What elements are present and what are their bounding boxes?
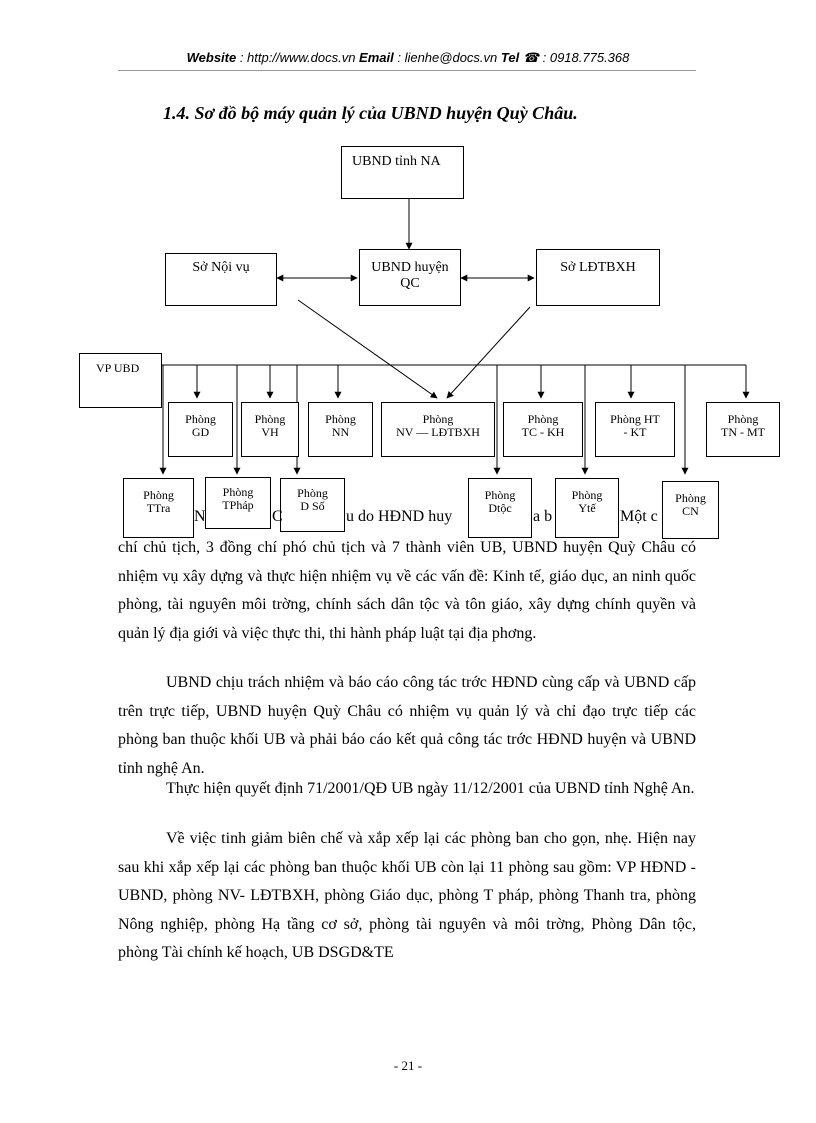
tel-label: Tel bbox=[500, 50, 520, 65]
box-phong-nv-ldtbxh bbox=[381, 402, 495, 457]
box-label-line1: Phòng bbox=[325, 412, 356, 426]
box-label-line2: CN bbox=[682, 504, 699, 518]
box-so-ldtbxh bbox=[536, 249, 660, 306]
box-phong-yte bbox=[555, 478, 619, 538]
box-so-ldtbxh-label: Sở LĐTBXH bbox=[560, 260, 636, 275]
obscured-fragment: a b bbox=[533, 508, 553, 525]
box-label-line1: Phòng bbox=[422, 412, 454, 426]
box-label-line1: Phòng bbox=[297, 486, 328, 500]
box-so-noi-vu-label: Sở Nội vụ bbox=[192, 260, 250, 275]
box-phong-tc-kh bbox=[503, 402, 583, 457]
box-phong-dtoc bbox=[468, 478, 532, 538]
website-label: Website bbox=[186, 50, 237, 65]
box-ubnd-tinh-label: UBND tỉnh NA bbox=[352, 154, 441, 169]
box-label-line2: NN bbox=[331, 425, 350, 439]
box-phong-d-so bbox=[280, 478, 345, 532]
box-label-line1: Phòng HT bbox=[610, 412, 660, 426]
box-label-line1: Phòng bbox=[527, 412, 559, 426]
obscured-fragment: Một c bbox=[620, 508, 658, 525]
box-label-line1: Phòng bbox=[185, 412, 216, 426]
box-ubnd-huyen-line1: UBND huyện bbox=[371, 260, 449, 275]
box-phong-ht-kt bbox=[595, 402, 675, 457]
obscured-fragment: u do HĐND huy bbox=[346, 508, 453, 525]
box-label-line1: Phòng bbox=[143, 488, 174, 502]
box-ubnd-huyen bbox=[359, 249, 461, 306]
box-label-line1: Phòng bbox=[222, 485, 254, 499]
box-vp-ubd-label: VP UBD bbox=[96, 361, 140, 375]
box-label-line2: D Số bbox=[300, 499, 325, 513]
email-value: : lienhe@docs.vn bbox=[393, 50, 501, 65]
section-title: 1.4. Sơ đồ bộ máy quản lý của UBND huyện Quỳ Châu. bbox=[163, 103, 578, 123]
box-ubnd-huyen-line2: QC bbox=[400, 276, 420, 291]
paragraph-2: UBND chịu trách nhiệm và báo cáo công tác trớc HĐND cùng cấp và UBND cấp trên trực tiếp, UBND huyện Quỳ Châu có nhiệm vụ quản lý và chỉ đạo trực tiếp các phòng ban thuộc khối UB và phải báo cáo kết quả công tác trớc HĐND huyện và UBND tỉnh nghệ An. bbox=[118, 674, 696, 777]
box-phong-tphap bbox=[205, 477, 271, 529]
paragraph-1: chí chủ tịch, 3 đồng chí phó chủ tịch và 7 thành viên UB, UBND huyện Quỳ Châu có nhiệm vụ xây dựng và thực hiện nhiệm vụ về các vấn đề: Kinh tế, giáo dục, an ninh quốc phòng, tài nguyên môi trờng, chính sách dân tộc và tôn giáo, xây dựng chính quyền và quản lý địa giới và việc thực thi, thi hành pháp luật tại địa phơng. bbox=[118, 539, 696, 642]
box-label-line2: TPháp bbox=[222, 498, 254, 512]
box-label-line2: NV — LĐTBXH bbox=[396, 425, 480, 439]
page-number: - 21 - bbox=[393, 1058, 423, 1073]
box-phong-gd bbox=[168, 402, 233, 457]
tel-value: ☎ : 0918.775.368 bbox=[519, 50, 630, 65]
website-value: : http://www.docs.vn bbox=[236, 50, 360, 65]
box-label-line1: Phòng bbox=[675, 491, 706, 505]
box-ubnd-tinh bbox=[341, 146, 464, 199]
box-vp-ubd bbox=[79, 353, 162, 408]
obscured-fragment: C bbox=[272, 508, 283, 525]
box-label-line2: TN - MT bbox=[721, 425, 765, 439]
box-so-noi-vu bbox=[165, 253, 277, 306]
box-phong-ttra bbox=[123, 478, 194, 538]
box-label-line2: VH bbox=[261, 425, 279, 439]
box-label-line1: Phòng bbox=[254, 412, 286, 426]
box-label-line2: Dtộc bbox=[488, 501, 512, 515]
paragraph-4: Về việc tinh giảm biên chế và xắp xếp lại các phòng ban cho gọn, nhẹ. Hiện nay sau khi xắp xếp lại các phòng ban thuộc khối UB còn lại 11 phòng sau gồm: VP HĐND - UBND, phòng NV- LĐTBXH, phòng Giáo dục, phòng T pháp, phòng Thanh tra, phòng Nông nghiệp, phòng Hạ tầng cơ sở, phòng tài nguyên và môi trờng, Phòng Dân tộc, phòng Tài chính kế hoạch, UB DSGD&TE bbox=[118, 830, 696, 961]
obscured-fragment: N bbox=[194, 508, 206, 525]
box-phong-tn-mt bbox=[706, 402, 780, 457]
box-label-line2: TTra bbox=[146, 501, 171, 515]
box-phong-vh bbox=[241, 402, 299, 457]
box-label-line2: Ytế bbox=[578, 501, 596, 515]
box-label-line1: Phòng bbox=[484, 488, 516, 502]
box-phong-cn bbox=[662, 481, 719, 539]
box-label-line1: Phòng bbox=[571, 488, 603, 502]
box-label-line2: TC - KH bbox=[521, 425, 565, 439]
paragraph-3: Thực hiện quyết định 71/2001/QĐ UB ngày 11/12/2001 của UBND tỉnh Nghệ An. bbox=[166, 780, 695, 797]
box-label-line1: Phòng bbox=[727, 412, 759, 426]
email-label: Email bbox=[359, 50, 394, 65]
box-label-line2: GD bbox=[191, 425, 210, 439]
box-phong-nn bbox=[308, 402, 373, 457]
box-label-line2: - KT bbox=[623, 425, 647, 439]
